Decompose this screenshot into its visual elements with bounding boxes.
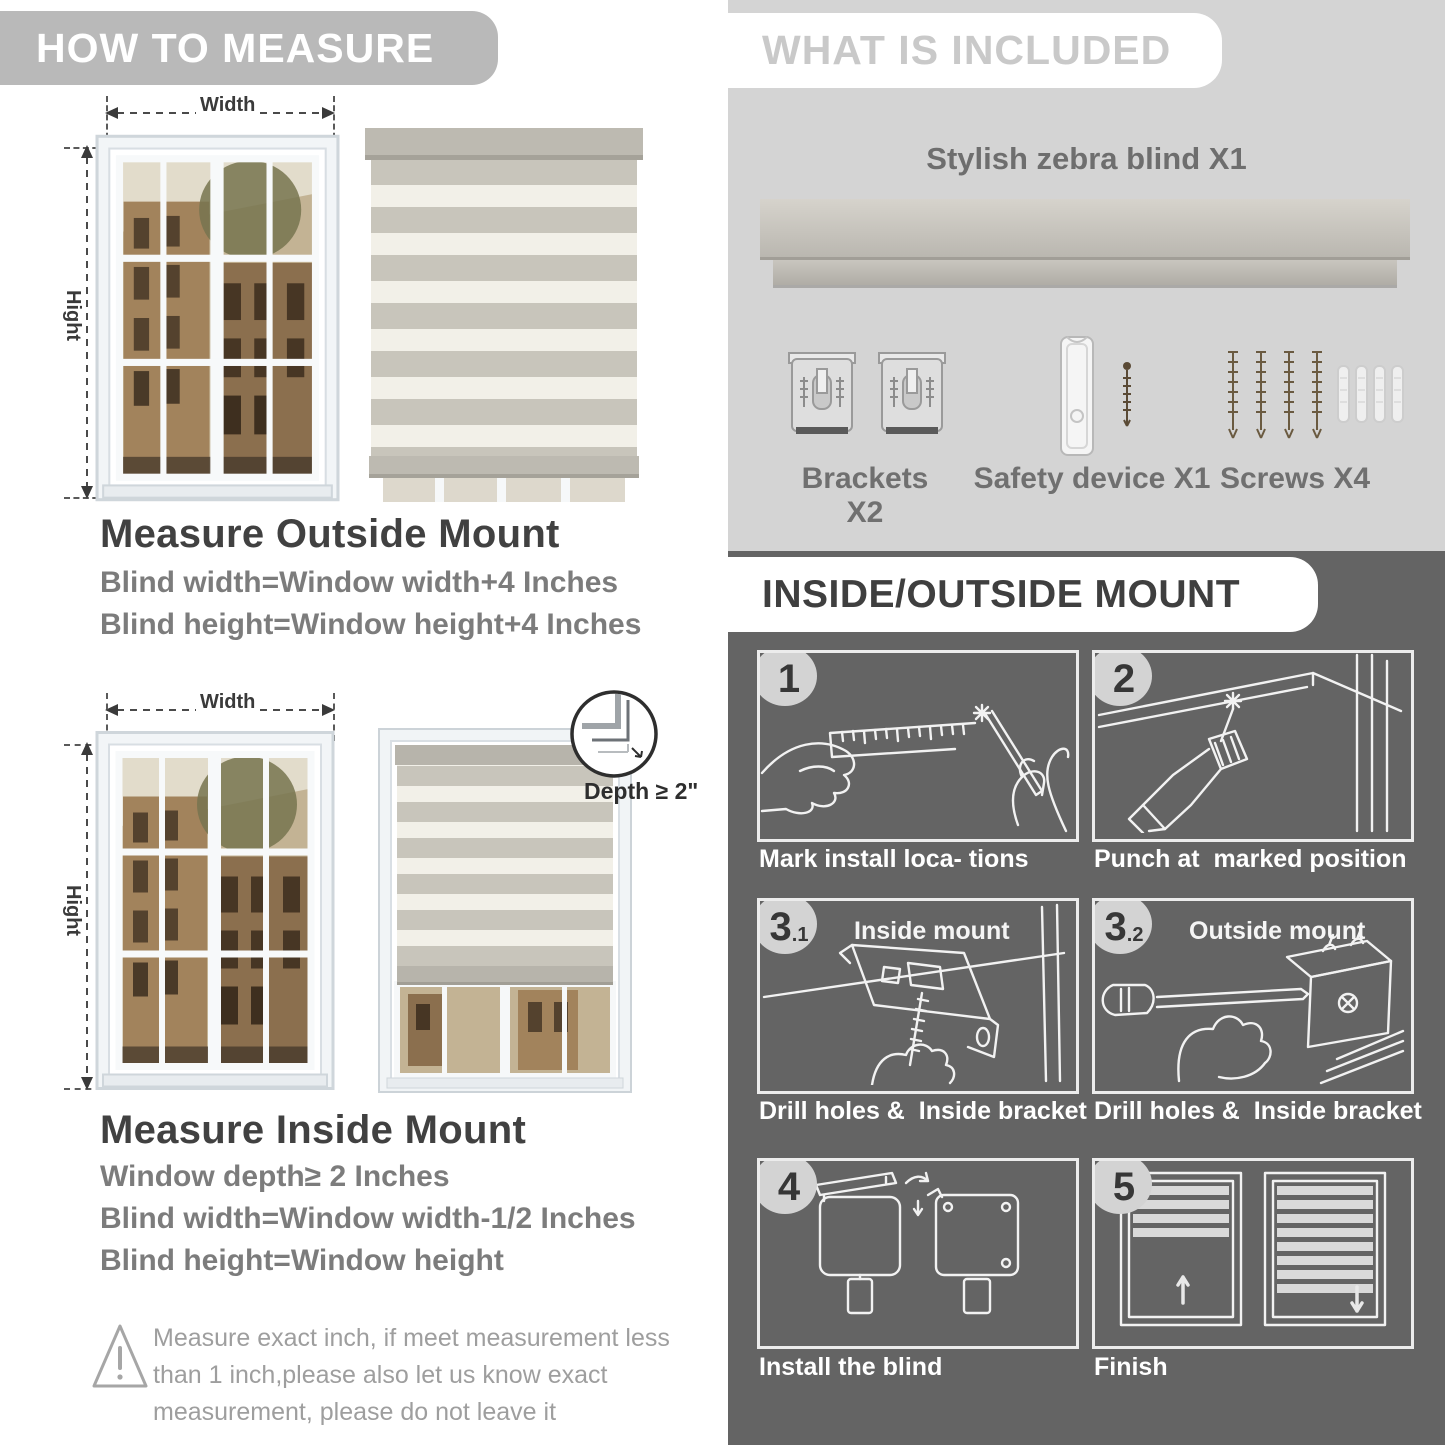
step1-caption: Mark install loca- tions [759, 845, 1029, 873]
step-badge: 3 .2 [1092, 898, 1152, 954]
screws-icon [1218, 344, 1408, 448]
warning-text: Measure exact inch, if meet measurement less than 1 inch,please also let us know exact measurement, please do not leave it [153, 1324, 670, 1426]
inside-mount-line3: Blind height=Window height [100, 1244, 504, 1277]
zebra-blind-outside [365, 122, 643, 502]
width-dimension-label: Width [196, 94, 259, 117]
screws-label: Screws X4 [1219, 462, 1371, 495]
step-badge: 1 [757, 650, 817, 706]
step-panel-5 [1092, 1158, 1414, 1349]
step2-caption: Punch at marked position [1094, 845, 1407, 873]
step-panel-3-1 [757, 898, 1079, 1094]
height-dimension-label: Hight [62, 885, 84, 937]
step4-caption: Install the blind [759, 1353, 943, 1381]
outside-mount-title: Measure Outside Mount [100, 512, 560, 556]
step-title: Outside mount [1189, 917, 1366, 945]
window-photo [95, 133, 340, 503]
brackets-label: Brackets X2 [801, 462, 929, 529]
step-panel-2 [1092, 650, 1414, 842]
depth-label: Depth ≥ 2" [584, 778, 699, 804]
step3-2-caption: Drill holes & Inside bracket [1094, 1097, 1422, 1125]
width-dimension-label: Width [196, 691, 259, 714]
depth-magnifier-icon [568, 688, 660, 780]
safety-device-label: Safety device X1 [973, 462, 1211, 495]
safety-device-icon [1055, 334, 1155, 460]
step5-caption: Finish [1094, 1353, 1168, 1381]
how-to-measure-header: HOW TO MEASURE [0, 11, 498, 85]
inside-outside-mount-header: INSIDE/OUTSIDE MOUNT [728, 557, 1318, 632]
inside-mount-line2: Blind width=Window width-1/2 Inches [100, 1202, 636, 1235]
step-title: Inside mount [854, 917, 1010, 945]
step-badge: 2 [1092, 650, 1152, 706]
outside-mount-line1: Blind width=Window width+4 Inches [100, 566, 619, 599]
step-badge: 4 [757, 1158, 817, 1214]
warning-triangle-icon [90, 1320, 150, 1396]
step-panel-3-2 [1092, 898, 1414, 1094]
blind-headrail [760, 199, 1410, 260]
window-photo [95, 728, 335, 1093]
step-badge: 5 [1092, 1158, 1152, 1214]
product-label: Stylish zebra blind X1 [926, 141, 1247, 176]
what-is-included-header: WHAT IS INCLUDED [728, 13, 1222, 88]
brackets-icon [786, 345, 950, 445]
step-panel-4 [757, 1158, 1079, 1349]
height-dimension-label: Hight [62, 290, 84, 342]
step3-1-caption: Drill holes & Inside bracket [759, 1097, 1087, 1125]
blind-headrail-lip [773, 260, 1397, 285]
step-panel-1 [757, 650, 1079, 842]
step-badge: 3 .1 [757, 898, 817, 954]
inside-mount-title: Measure Inside Mount [100, 1108, 527, 1152]
inside-mount-line1: Window depth≥ 2 Inches [100, 1160, 450, 1193]
outside-mount-line2: Blind height=Window height+4 Inches [100, 608, 642, 641]
